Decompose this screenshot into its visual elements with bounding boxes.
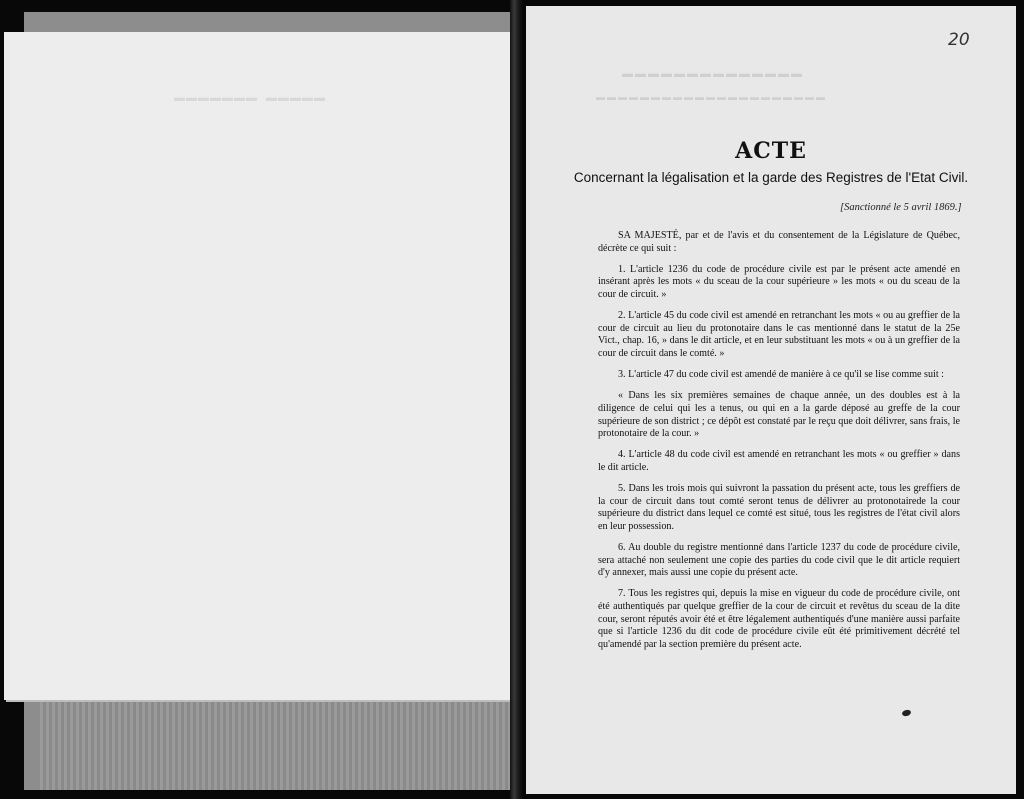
bleed-through-text: ▬▬▬▬▬▬▬▬▬▬▬▬▬▬ [622, 68, 804, 80]
page-number: 20 [948, 30, 970, 50]
article-5-paragraph: 5. Dans les trois mois qui suivront la passation du présent acte, tous les greffiers de la cour de circuit dans tout comté seront tenus de délivrer au protonotairede la cour supérieure du district dans lequel ce comté est situé, tous les registres de l'état civil alors en leur possession. [598, 483, 960, 532]
bleed-through-text: ▬▬▬▬▬▬▬▬▬▬▬▬▬▬▬▬▬▬▬▬▬ [596, 92, 827, 102]
book-spine [510, 0, 524, 799]
sanction-date: [Sanctionné le 5 avril 1869.] [840, 202, 962, 213]
article-2-paragraph: 2. L'article 45 du code civil est amendé en retranchant les mots « ou au greffier de la cour de circuit au lieu du protonotaire dans le cas mentionné dans le statut de la 25e Vict., chap. 16, » dans le dit article, et en leur substituant les mots « ou à un greffier de la cour de circuit dans le comté. » [598, 310, 960, 359]
blank-overlay-sheet [4, 32, 512, 700]
article-4-paragraph: 4. L'article 48 du code civil est amendé en retranchant les mots « ou greffier » dans le dit article. [598, 449, 960, 473]
article-7-paragraph: 7. Tous les registres qui, depuis la mise en vigueur du code de procédure civile, ont été authentiqués par quelque greffier de la cour de circuit et revêtus du sceau de la dite cour, seront réputés avoir été et être légalement authentiqués d'une manière aussi parfaite que si l'article 1236 du dit code de procédure civile eût été primitivement décrété tel qu'amendé par la section première du présent acte. [598, 588, 960, 650]
document-title: ACTE [735, 138, 807, 164]
article-6-paragraph: 6. Au double du registre mentionné dans l'article 1237 du code de procédure civile, sera attaché non seulement une copie des parties du code civil que le dit article requiert d'y annexer, mais aussi une copie du présent acte. [598, 542, 960, 579]
article-3-quote: « Dans les six premières semaines de chaque année, un des doubles est à la diligence de celui qui les a tenus, ou qui en a la garde déposé au greffe de la cour supérieure de son district ; ce dépôt est constaté par le reçu que doit délivrer, sans frais, le protonotaire de la cour. » [598, 390, 960, 440]
document-subtitle: Concernant la légalisation et la garde des Registres de l'Etat Civil. [573, 170, 969, 185]
faint-show-through: ▬▬▬▬▬ [266, 92, 326, 104]
faint-show-through: ▬▬▬▬▬▬▬ [174, 92, 258, 104]
page-edge-stack [40, 700, 516, 790]
preamble-paragraph: SA MAJESTÉ, par et de l'avis et du consentement de la Législature de Québec, décrète ce qui suit : [598, 230, 960, 254]
act-body [598, 230, 960, 660]
article-1-paragraph: 1. L'article 1236 du code de procédure civile est par le présent acte amendé en insérant après les mots « du sceau de la cour supérieure » les mots « ou du sceau de la cour de circuit. » [598, 263, 960, 300]
article-3-paragraph: 3. L'article 47 du code civil est amendé de manière à ce qu'il se lise comme suit : [618, 369, 944, 381]
